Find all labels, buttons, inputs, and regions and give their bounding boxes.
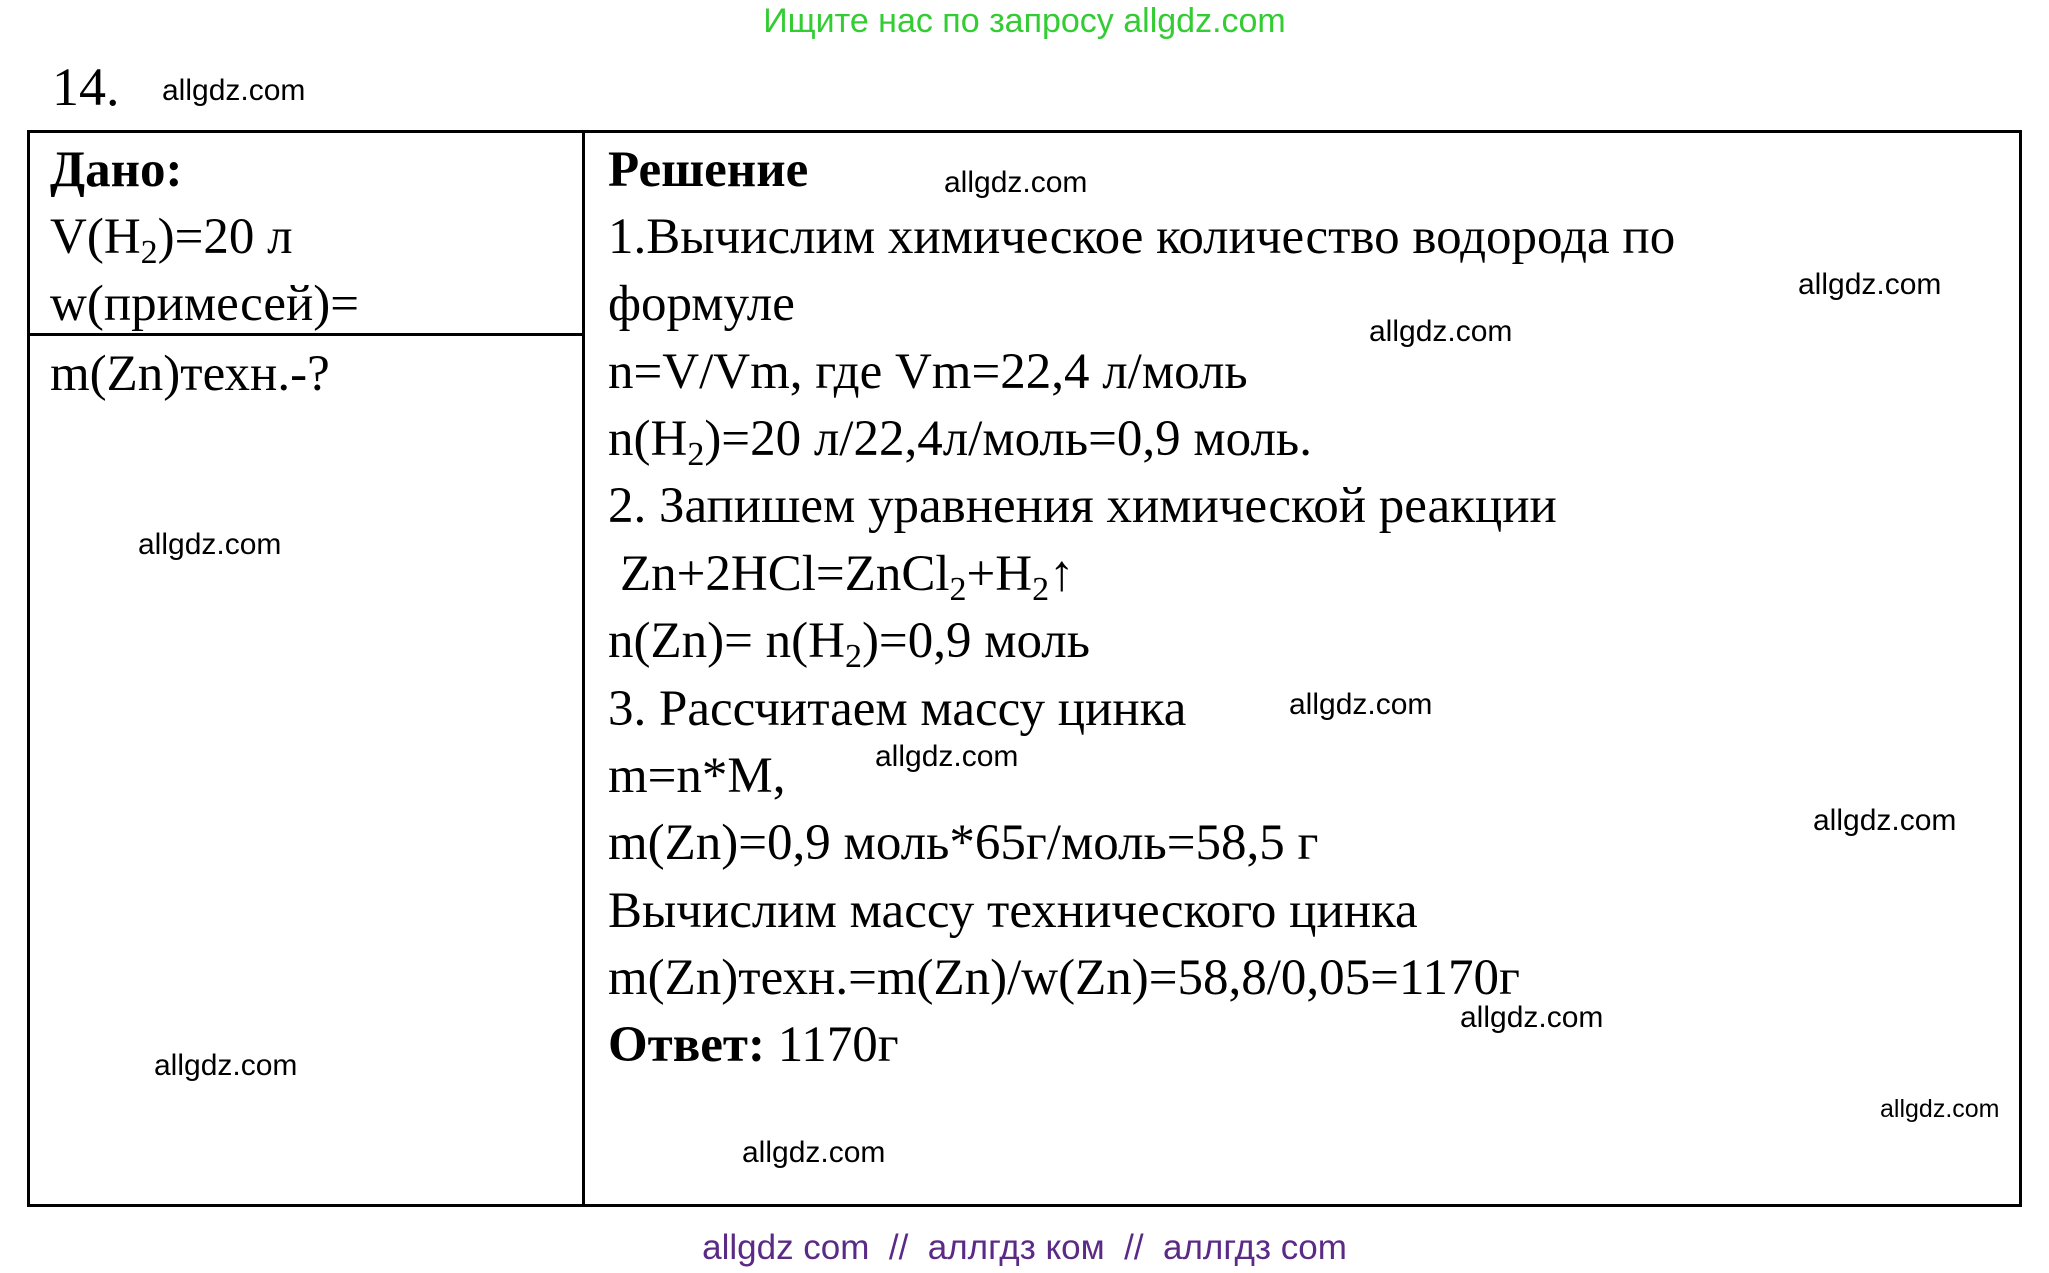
top-banner: Ищите нас по запросу allgdz.com [763,2,1286,40]
solution-heading: Решение [608,142,809,198]
watermark: allgdz.com [1460,1001,1604,1034]
watermark: allgdz.com [1813,804,1957,837]
n-zinc: $n(Zn)= n(H_2)=0,9$ моль [608,613,1091,675]
formula-m: m=n*M, [608,748,786,804]
answer: Ответ: 1170г [608,1017,899,1073]
formula-n: n=V/Vm, где Vm=22,4 л/моль [608,344,1248,400]
given-impurities: w(примесей)= [50,276,360,332]
watermark: allgdz.com [138,528,282,561]
watermark: allgdz.com [1289,688,1433,721]
given-divider [27,333,585,336]
calc-m: m(Zn)=0,9 моль*65г/моль=58,5 г [608,815,1319,871]
bottom-banner: allgdz com // аллгдз ком // аллгдз com [702,1228,1347,1267]
watermark: allgdz.com [1798,268,1942,301]
step-4-text: Вычислим массу технического цинка [608,883,1418,939]
watermark: allgdz.com [1369,315,1513,348]
reaction-equation: $Zn+2HCl=ZnCl_2+H_2↑$ [620,546,1075,608]
step-2-text: 2. Запишем уравнения химической реакции [608,478,1557,534]
given-volume: $V(H_2)=20$ л [50,209,293,271]
watermark: allgdz.com [875,740,1019,773]
step-3-text: 3. Рассчитаем массу цинка [608,681,1187,737]
step-1-text-cont: формуле [608,276,795,332]
calc-tech-mass: m(Zn)техн.=m(Zn)/w(Zn)=58,8/0,05=1170г [608,950,1520,1006]
column-divider [582,130,585,1207]
watermark: allgdz.com [162,74,306,107]
find-mass: m(Zn)техн.-? [50,346,330,402]
watermark: allgdz.com [154,1049,298,1082]
calc-n: $n(H_2)=20$ л/22,4л/моль=0,9 моль. [608,411,1312,473]
step-1-text: 1.Вычислим химическое количество водорода по [608,209,1676,265]
watermark: allgdz.com [742,1136,886,1169]
task-number: 14. [52,57,120,117]
given-heading: Дано: [50,142,183,198]
watermark: allgdz.com [944,166,1088,199]
watermark: allgdz.com [1880,1095,2000,1123]
